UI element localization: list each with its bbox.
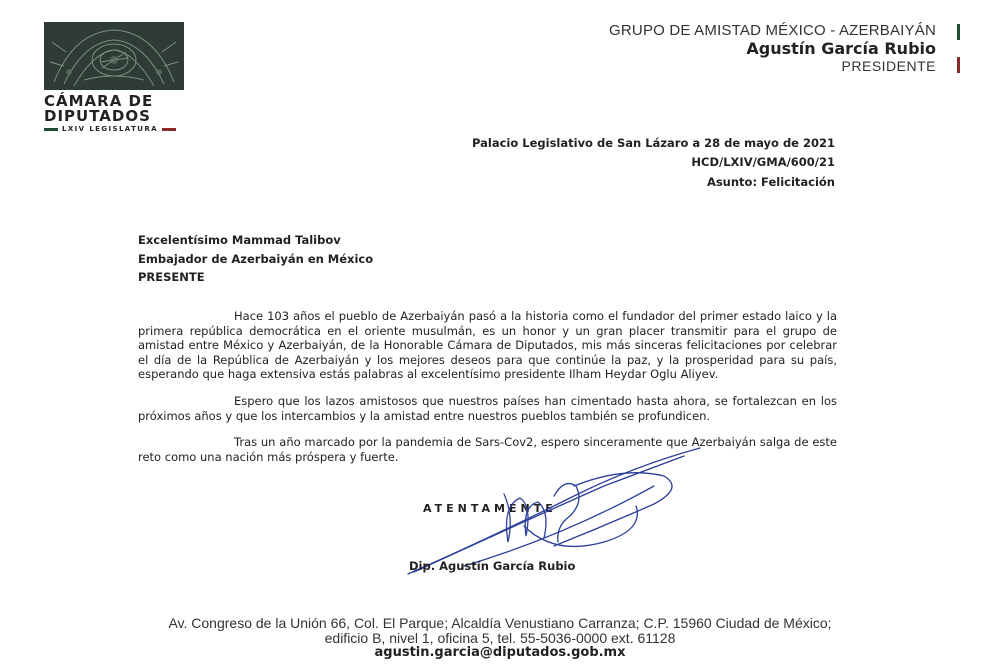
body-paragraph-1: Hace 103 años el pueblo de Azerbaiyán pasó a la historia como el fundador del primer estado laico y la primera república democrática en el oriente musulmán, es un honor y un gran placer transmitir para el grupo de amistad entre México y Azerbaiyán, de la Honorable Cámara de Diputados, mis más sinceras felicitaciones por celebrar el día de la República de Azerbaiyán y los mejores deseos para que continúe la paz, y la prosperidad para su país, esperando que haga extensiva estás palabras al excelentísimo presidente Ilham Heydar Oglu Aliyev. — [138, 309, 837, 382]
body-paragraph-2: Espero que los lazos amistosos que nuestros países han cimentado hasta ahora, se fortalezcan en los próximos años y que los intercambios y la amistad entre nuestros pueblos también se profundicen. — [138, 394, 837, 423]
reference-code: HCD/LXIV/GMA/600/21 — [691, 155, 835, 169]
coat-of-arms-emblem — [44, 22, 184, 90]
header-name: Agustín García Rubio — [746, 39, 936, 58]
addressee-presente: PRESENTE — [138, 270, 205, 284]
header-red-bar — [957, 57, 960, 73]
place-date: Palacio Legislativo de San Lázaro a 28 de mayo de 2021 — [472, 136, 835, 150]
handwritten-signature — [404, 446, 704, 576]
subject: Asunto: Felicitación — [706, 175, 835, 189]
footer-address-line-2: edificio B, nivel 1, oficina 5, tel. 55-5036-0000 ext. 61128 — [324, 630, 676, 646]
logo-legislature — [44, 125, 186, 133]
closing-label: ATENTAMENTE — [423, 502, 557, 515]
header-green-bar — [957, 24, 960, 40]
camara-logo — [44, 22, 186, 133]
addressee-title: Embajador de Azerbaiyán en México — [138, 252, 374, 266]
logo-green-bar — [44, 128, 58, 131]
logo-legislature-text: LXIV LEGISLATURA — [62, 125, 158, 133]
signer-name: Dip. Agustín García Rubio — [409, 559, 576, 573]
eagle-emblem-icon — [44, 22, 184, 90]
logo-line-1: CÁMARA DE — [44, 92, 154, 110]
logo-red-bar — [162, 128, 176, 131]
addressee-name: Excelentísimo Mammad Talibov — [138, 233, 341, 247]
header-group: GRUPO DE AMISTAD MÉXICO - AZERBAIYÁN — [609, 22, 936, 39]
logo-line-2: DIPUTADOS — [44, 107, 151, 125]
footer-email: agustin.garcia@diputados.gob.mx — [374, 645, 626, 660]
body-paragraph-3: Tras un año marcado por la pandemia de Sars-Cov2, espero sinceramente que Azerbaiyán salga de este reto como una nación más próspera y fuerte. — [138, 435, 837, 464]
footer-address-line-1: Av. Congreso de la Unión 66, Col. El Parque; Alcaldía Venustiano Carranza; C.P. 15960 Ciudad de México; — [168, 615, 832, 631]
header-role: PRESIDENTE — [841, 58, 936, 74]
